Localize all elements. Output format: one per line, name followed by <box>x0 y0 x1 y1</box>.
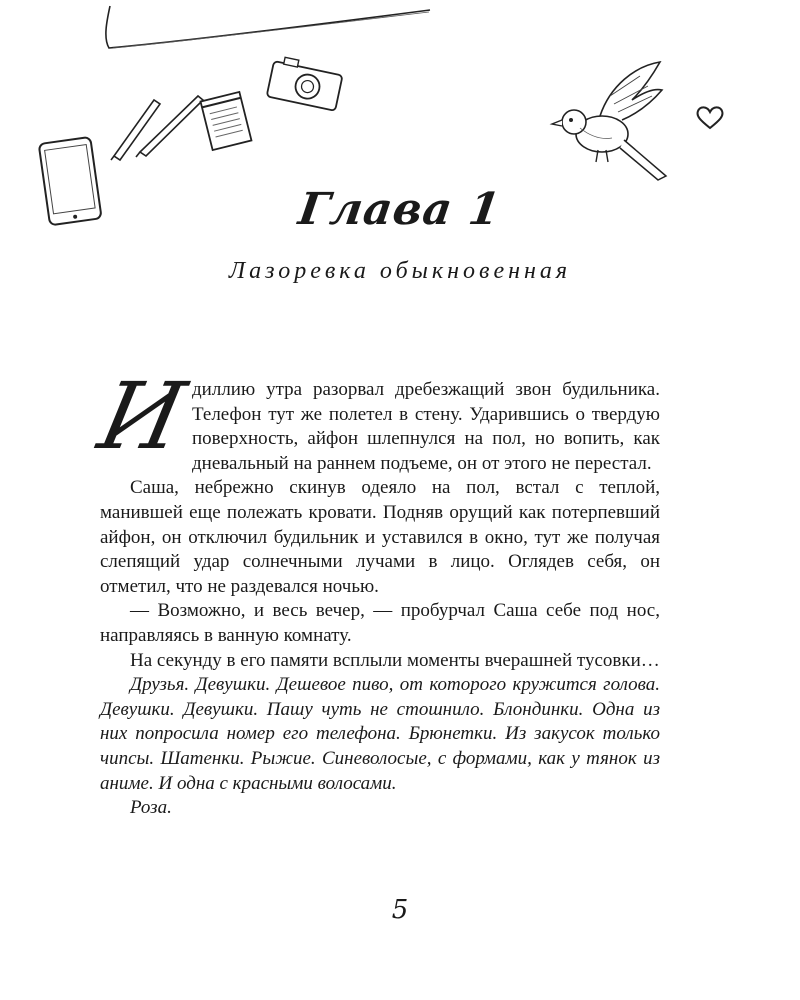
pencil-line-icon <box>95 2 435 57</box>
chapter-subtitle: Лазоревка обыкновенная <box>228 258 572 284</box>
heart-icon <box>694 104 726 132</box>
notepad-icon <box>196 90 256 152</box>
drop-cap: И <box>90 363 194 470</box>
chapter-body <box>90 363 660 821</box>
paragraph-text: диллию утра разорвал дребезжащий звон будильника. Телефон тут же полетел в стену. Ударившись о твердую поверхность, айфон шлепнулся на пол, но вопить, как дневальный на раннем подъеме, он от этого не перестал. <box>192 379 660 474</box>
camera-icon <box>264 56 346 112</box>
chapter-title: Глава 1 <box>295 184 505 235</box>
paragraph: Друзья. Девушки. Дешевое пиво, от которого кружится голова. Девушки. Девушки. Пашу чуть не стошнило. Блондинки. Одна из них попросила номер его телефона. Брюнетки. Из закусок только чипсы. Шатенки. Рыжие. Синеволосые, с формами, как у тянок из аниме. И одна с красными волосами. <box>100 674 660 794</box>
bird-icon <box>540 56 680 186</box>
paragraph: Роза. <box>130 797 172 819</box>
chapter-heading <box>0 180 800 240</box>
paragraph <box>90 363 660 476</box>
pen-icon <box>106 90 206 160</box>
paragraph: — Возможно, и весь вечер, — пробурчал Саша себе под нос, направляясь в ванную комнату. <box>100 600 660 646</box>
paragraph: На секунду в его памяти всплыли моменты вчерашней тусовки… <box>130 649 660 671</box>
page-number: 5 <box>391 895 409 925</box>
paragraph: Саша, небрежно скинув одеяло на пол, встал с теплой, манившей еще полежать кровати. Подняв орущий как потерпевший айфон, он отключил будильник и уставился в окно, тут же получая слепящий удар солнечными лучами в лицо. Оглядев себя, он отметил, что не раздевался ночью. <box>100 477 660 597</box>
